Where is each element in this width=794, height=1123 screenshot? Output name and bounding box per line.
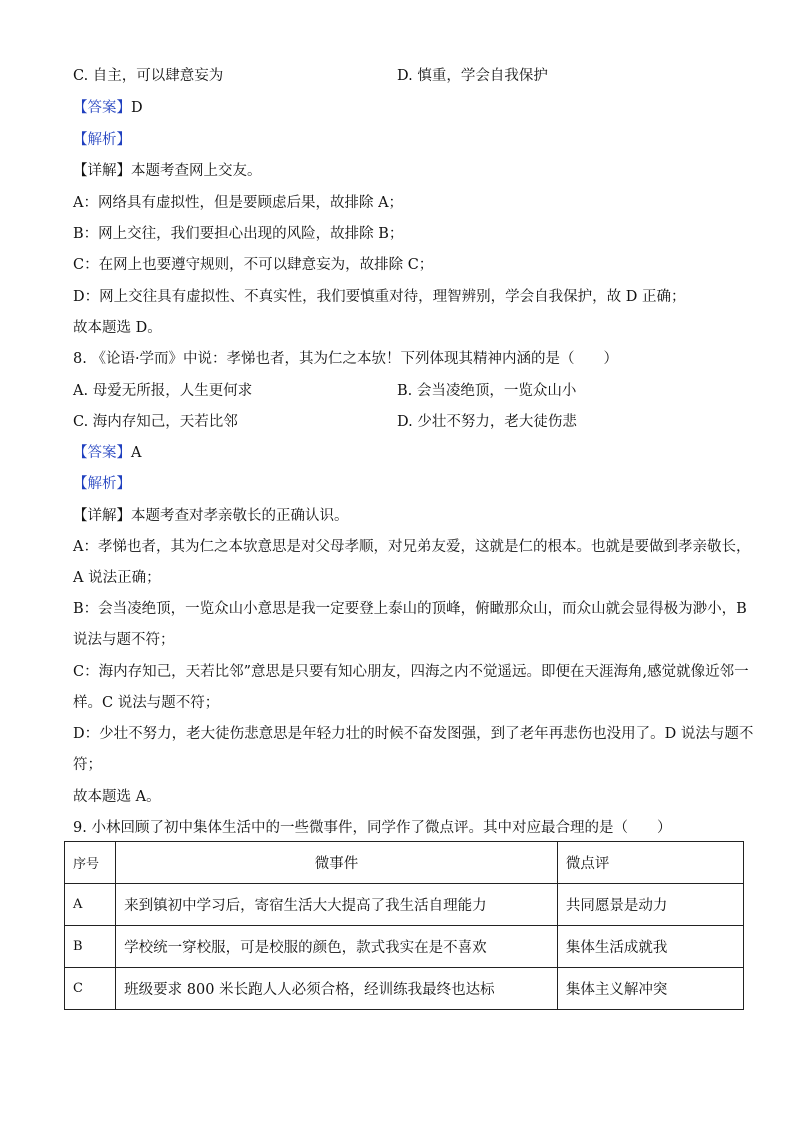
q8-option-d: D. 少壮不努力，老大徒伤悲 [397, 414, 577, 430]
q9-stem: 9. 小林回顾了初中集体生活中的一些微事件，同学作了微点评。其中对应最合理的是（ ） [73, 820, 672, 836]
q7-line: C：在网上也要遵守规则，不可以肆意妄为，故排除 C； [73, 257, 434, 273]
q7-analysis [73, 130, 131, 150]
q8-answer [73, 443, 141, 463]
cell-comment: 共同愿景是动力 [557, 884, 743, 926]
q8-line: 符； [73, 757, 102, 773]
q7-option-d: D. 慎重，学会自我保护 [397, 68, 548, 84]
q7-line: 故本题选 D。 [73, 320, 162, 336]
analysis-label: 【解析】 [73, 476, 131, 492]
cell-event: 班级要求 800 米长跑人人必须合格，经训练我最终也达标 [116, 968, 558, 1010]
q8-option-a: A. 母爱无所报，人生更何求 [73, 383, 253, 399]
detail-label: 【详解】 [73, 163, 131, 179]
q7-answer [73, 98, 143, 118]
answer-value: D [131, 100, 143, 116]
q8-line: A 说法正确； [73, 570, 161, 586]
answer-label: 【答案】 [73, 100, 131, 116]
q8-option-b: B. 会当凌绝顶，一览众山小 [397, 383, 577, 399]
micro-event-table [64, 841, 744, 1010]
q7-line: A：网络具有虚拟性，但是要顾虑后果，故排除 A； [73, 195, 404, 211]
q8-line: B：会当凌绝顶，一览众山小意思是我一定要登上泰山的顶峰，俯瞰那众山，而众山就会显得极为渺小，B [73, 601, 747, 617]
cell-comment: 集体生活成就我 [557, 926, 743, 968]
answer-value: A [131, 445, 142, 461]
detail-text: 本题考查网上交友。 [131, 163, 262, 179]
column-header-comment: 微点评 [557, 842, 743, 884]
detail-text: 本题考查对孝亲敬长的正确认识。 [131, 508, 349, 524]
table-row [65, 968, 744, 1010]
table-row [65, 884, 744, 926]
analysis-label: 【解析】 [73, 132, 131, 148]
detail-label: 【详解】 [73, 508, 131, 524]
column-header-number: 序号 [65, 842, 116, 884]
q8-stem: 8. 《论语·学而》中说：孝悌也者，其为仁之本欤！下列体现其精神内涵的是（ ） [73, 351, 619, 367]
q7-line: B：网上交往，我们要担心出现的风险，故排除 B； [73, 226, 404, 242]
answer-label: 【答案】 [73, 445, 131, 461]
q8-option-c: C. 海内存知己，天若比邻 [73, 414, 238, 430]
table-header-row [65, 842, 744, 884]
q8-line: 故本题选 A。 [73, 789, 161, 805]
cell-number: B [65, 926, 116, 968]
table-row [65, 926, 744, 968]
column-header-event: 微事件 [116, 842, 558, 884]
q8-analysis [73, 474, 131, 494]
cell-number: C [65, 968, 116, 1010]
q8-line: C：海内存知己，天若比邻”意思是只要有知心朋友，四海之内不觉遥远。即便在天涯海角,感觉就像近邻一 [73, 664, 749, 680]
q8-line: D：少壮不努力，老大徒伤悲意思是年轻力壮的时候不奋发图强，到了老年再悲伤也没用了。D 说法与题不 [73, 726, 754, 742]
q8-line: A：孝悌也者，其为仁之本欤意思是对父母孝顺，对兄弟友爱，这就是仁的根本。也就是要做到孝亲敬长， [73, 539, 751, 555]
q7-option-c: C. 自主，可以肆意妄为 [73, 68, 224, 84]
q8-line: 样。C 说法与题不符； [73, 695, 220, 711]
cell-number: A [65, 884, 116, 926]
q7-line: D：网上交往具有虚拟性、不真实性，我们要慎重对待，理智辨别，学会自我保护，故 D 正确； [73, 289, 686, 305]
q8-line: 说法与题不符； [73, 632, 175, 648]
q8-detail [73, 506, 349, 526]
q7-detail [73, 161, 262, 181]
cell-event: 来到镇初中学习后，寄宿生活大大提高了我生活自理能力 [116, 884, 558, 926]
cell-event: 学校统一穿校服，可是校服的颜色，款式我实在是不喜欢 [116, 926, 558, 968]
cell-comment: 集体主义解冲突 [557, 968, 743, 1010]
